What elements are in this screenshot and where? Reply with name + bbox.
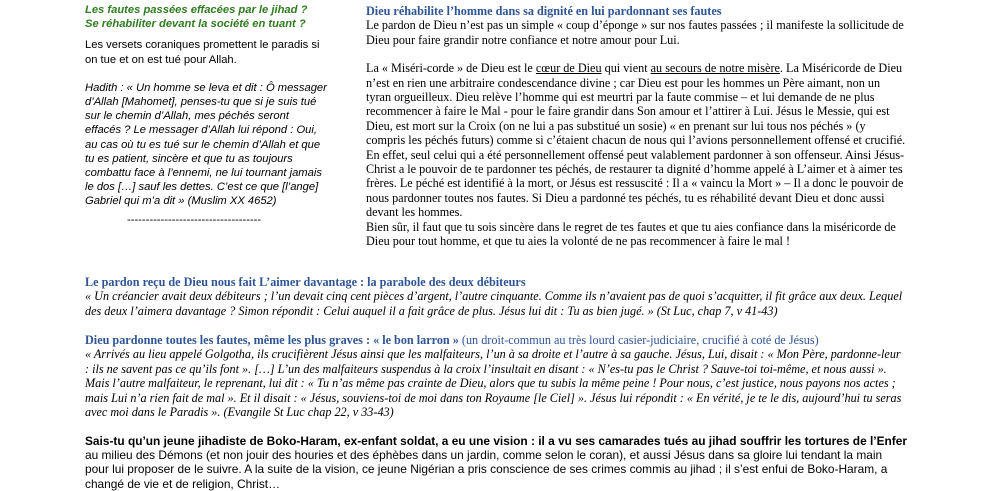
mercy-text-a: La « Miséri-corde » de Dieu est le (366, 61, 536, 76)
rehabilitation-title: Dieu réhabilite l’homme dans sa dignité en lui pardonnant ses fautes (366, 4, 722, 18)
good-thief-subtitle: (un droit-commun au très lourd casier-judiciaire, crucifié à coté de Jésus) (458, 333, 819, 347)
sincerity-paragraph: Bien sûr, il faut que tu sois sincère dans le regret de tes fautes et que tu aies confiance dans la miséricorde de Dieu pour tout homme, et que tu aies la volonté de ne pas recommencer à faire le mal ! (366, 219, 896, 249)
jihad-question-heading-1: Les fautes passées effacées par le jihad ? (85, 4, 308, 16)
debtors-parable-title: Le pardon reçu de Dieu nous fait L’aimer davantage : la parabole des deux débiteurs (85, 275, 526, 289)
debtors-parable-quote: « Un créancier avait deux débiteurs ; l’un devait cinq cent pièces d’argent, l’autre cinquante. Comme ils n’avaient pas de quoi s’acquitter, il fit grâce aux deux. Lequel des deux l’aimera davantage ? Simon répondit : Celui auquel il a fait grâce de plus. Jésus lui dit : Tu as bien jugé. » (St Luc, chap 7, v 41-43) (85, 289, 903, 318)
boko-haram-bold: Sais-tu qu’un jeune jihadiste de Boko-Haram, ex-enfant soldat, a eu une vision : il a vu ses camarades tués au jihad souffrir les tortures de l’Enfer (85, 434, 907, 448)
right-column (366, 4, 906, 249)
mercy-text-c: . La Miséricorde de Dieu n’est en rien une arbitraire condescendance divine ; car Dieu est pour les hommes un Père aimant, non un tyran orgueilleux. Dieu relève l’homme qui est meurtri par la faute commise – et lui demande de ne plus recommencer à faire le Mal - pour le faire grandir dans Son amour et l’attirer à Lui. Jésus le Messie, qui est Dieu, est mort sur la Croix (on ne lui a pas substitué un sosie) « en prenant sur lui tous nos péchés » (y compris les péchés futurs) comme si c’étaient chacun de nous qui l’avions personnellement offensé et crucifié. En effet, seul celui qui a été personnellement offensé peut valablement pardonner à son offenseur. Ainsi Jésus-Christ a le pouvoir de te pardonner tes péchés, de restaurer ta dignité d’homme appelé à L’aimer et à aimer tes frères. Le péché est identifié à la mort, or Jésus est ressuscité : Il a « vaincu la Mort » – Il a donc le pouvoir de nous pardonner toutes nos fautes. Si Dieu a pardonné tes péchés, tu es réhabilité devant Dieu et donc aussi devant les hommes. (366, 61, 906, 220)
mercy-paragraph (366, 61, 906, 219)
good-thief-quote: « Arrivés au lieu appelé Golgotha, ils crucifièrent Jésus ainsi que les malfaiteurs, l’un à sa droite et l’autre à sa gauche. Jésus, Lui, disait : « Mon Père, pardonne-leur : ils ne savent pas ce qu’ils font ». […] L’un des malfaiteurs suspendus à la croix l’insultait en disant : « N’es-tu pas le Christ ? Sauve-toi toi-même, et nous aussi ». Mais l’autre malfaiteur, le reprenant, lui dit : « Tu n’as même pas crainte de Dieu, alors que tu subis la même peine ! Pour nous, c’est justice, nous payons nos actes ; mais Lui n’a rien fait de mal ». Et il disait : « Jésus, souviens-toi de moi dans ton Royaume [le Ciel] ». Jésus lui répondit : « En vérité, je te le dis, aujourd’hui tu seras avec moi dans le Paradis ». (Evangile St Luc chap 22, v 33-43) (85, 347, 902, 420)
forgiveness-paragraph: Le pardon de Dieu n’est pas un simple « coup d’éponge » sur nos fautes passées ; il manifeste la sollicitude de Dieu pour faire grandir notre confiance et notre amour pour Lui. (366, 18, 904, 47)
debtors-parable-section (85, 275, 905, 318)
hadith-quote: Hadith : « Un homme se leva et dit : Ô messager d’Allah [Mahomet], penses-tu que si je suis tué sur le chemin d’Allah, mes péchés seront effacés ? Le messager d’Allah lui répond : Oui, au cas où tu es tué sur le chemin d’Allah et que tu es patient, sincère et que tu as toujours combattu face à l’ennemi, ne lui tournant jamais le dos […] sauf les dettes. C’est ce que [l’ange] Gabriel qui m’a dit » (Muslim XX 4652) (85, 81, 327, 208)
intro-paragraph: Les versets coraniques promettent le paradis si on tue et on est tué pour Allah. (85, 39, 320, 66)
heart-of-god-underlined: cœur de Dieu (535, 61, 602, 76)
boko-haram-paragraph (85, 434, 907, 491)
boko-haram-text: au milieu des Démons (et non jouir des houries et des éphèbes dans un jardin, comme selon le coran), et aussi Jésus dans sa gloire lui tendant la main pour lui proposer de le suivre. A la suite de la vision, ce jeune Nigérian a pris conscience de ses crimes commis au jihad ; il s’est enfui de Boko-Haram, a changé de vie et de religion, Christ… (85, 448, 888, 491)
left-column (85, 3, 328, 227)
boko-haram-section (85, 434, 907, 491)
good-thief-title: Dieu pardonne toutes les fautes, même les plus graves : « le bon larron » (85, 333, 459, 347)
jihad-question-heading-2: Se réhabiliter devant la société en tuant ? (85, 18, 306, 31)
mercy-text-b: qui vient (601, 61, 651, 76)
good-thief-section (85, 333, 905, 419)
good-thief-heading (85, 333, 905, 347)
separator-line: ------------------------------------ (127, 213, 262, 226)
help-misery-underlined: au secours de notre misère (650, 61, 780, 76)
